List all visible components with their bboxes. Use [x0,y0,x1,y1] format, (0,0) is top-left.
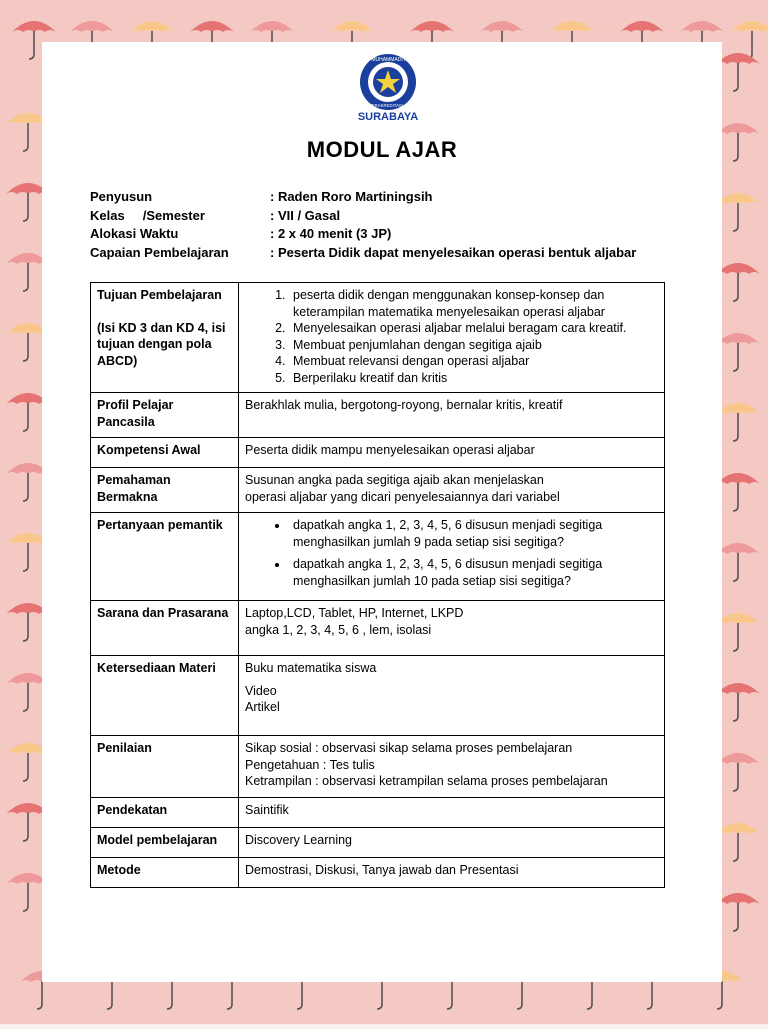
document-meta [90,188,636,262]
module-table [90,282,665,888]
umbrella-icon [716,893,760,931]
tujuan-note: (Isi KD 3 dan KD 4, isi tujuan dengan pola ABCD) [97,320,226,368]
umbrella-icon [716,613,760,651]
page-title: MODUL AJAR [306,137,458,162]
table-row [91,656,665,736]
logo-text: SMP MUHAMMADIYAH 1 [359,57,417,63]
umbrella-icon [716,333,760,371]
row-value [239,468,665,513]
row-label [91,283,239,393]
list-item: 2. Menyelesaikan operasi aljabar melalui beragam cara kreatif. [289,320,658,337]
list-item: 1. peserta didik dengan menggunakan konsep-konsep dan keterampilan matematika menyelesaikan operasi aljabar [289,287,658,320]
list-item: • dapatkah angka 1, 2, 3, 4, 5, 6 disusun menjadi segitiga menghasilkan jumlah 9 pada setiap sisi segitiga? [289,517,658,550]
row-value: Berakhlak mulia, bergotong-royong, bernalar kritis, kreatif [239,393,665,438]
meta-author-row [90,188,636,207]
row-value: Demostrasi, Diskusi, Tanya jawab dan Presentasi [239,858,665,888]
logo-subtext: TERAKREDITASI A [369,103,407,108]
table-row [91,798,665,828]
list-item: 3. Membuat penjumlahan dengan segitiga ajaib [289,337,658,354]
meta-label: Penyusun [90,189,153,204]
umbrella-icon [716,683,760,721]
text-line: Ketrampilan : observasi ketrampilan selama proses pembelajaran [245,774,608,788]
table-row [91,513,665,601]
row-value [239,656,665,736]
row-label: Penilaian [91,736,239,798]
umbrella-icon [716,823,760,861]
text-line: operasi aljabar yang dicari penyelesaiannya dari variabel [245,489,560,504]
meta-value: : Peserta Didik dapat menyelesaikan operasi bentuk aljabar [270,244,637,260]
umbrella-icon [716,53,760,91]
meta-class-row [90,207,636,226]
umbrella-icon [716,403,760,441]
text-line: Susunan angka pada segitiga ajaib akan menjelaskan [245,473,544,487]
table-row [91,438,665,468]
text-line: Pengetahuan : Tes tulis [245,757,375,772]
row-label: Pendekatan [91,798,239,828]
umbrella-icon [716,753,760,791]
table-row [91,393,665,438]
meta-time-row [90,225,636,244]
meta-label: Kelas /Semester [90,207,205,223]
umbrella-icon [716,543,760,581]
umbrella-icon [716,123,760,161]
umbrella-icon [716,473,760,511]
row-label: Pertanyaan pemantik [91,513,239,601]
row-label: Metode [91,858,239,888]
row-label: Sarana dan Prasarana [91,601,239,656]
tujuan-label: Tujuan Pembelajaran [97,288,222,302]
meta-label: Capaian Pembelajaran [90,244,229,260]
row-value [239,601,665,656]
row-value [239,513,665,601]
row-value [239,736,665,798]
row-value [239,283,665,393]
umbrella-icon [716,193,760,231]
text-line: Video [245,683,277,698]
row-label: Profil Pelajar Pancasila [91,393,239,438]
row-label: Pemahaman Bermakna [91,468,239,513]
row-label: Kompetensi Awal [91,438,239,468]
document-page [42,42,722,982]
tujuan-list [245,287,658,386]
text-line: Artikel [245,700,280,714]
row-value: Saintifik [239,798,665,828]
list-item: • dapatkah angka 1, 2, 3, 4, 5, 6 disusun menjadi segitiga menghasilkan jumlah 10 pada setiap sisi segitiga? [289,556,658,589]
text-line: angka 1, 2, 3, 4, 5, 6 , lem, isolasi [245,622,432,637]
text-line: Laptop,LCD, Tablet, HP, Internet, LKPD [245,606,464,620]
table-row [91,468,665,513]
table-row [91,828,665,858]
list-item: 5. Berperilaku kreatif dan kritis [289,370,658,387]
list-item: 4. Membuat relevansi dengan operasi aljabar [289,353,658,370]
row-label: Model pembelajaran [91,828,239,858]
row-value: Peserta didik mampu menyelesaikan operasi aljabar [239,438,665,468]
logo-city: SURABAYA [357,111,419,122]
school-logo [354,52,422,122]
meta-value: : VII / Gasal [270,207,341,223]
text-line: Sikap sosial : observasi sikap selama proses pembelajaran [245,741,573,755]
table-row [91,601,665,656]
pertanyaan-list [245,517,658,589]
text-line: Buku matematika siswa [245,661,377,675]
table-row [91,736,665,798]
table-row [91,283,665,393]
meta-value: : Raden Roro Martiningsih [270,189,433,204]
row-value: Discovery Learning [239,828,665,858]
meta-achievement-row [90,244,636,263]
meta-label: Alokasi Waktu [90,226,179,241]
row-label: Ketersediaan Materi [91,656,239,736]
table-row [91,858,665,888]
umbrella-icon [716,263,760,301]
meta-value: : 2 x 40 menit (3 JP) [270,226,392,241]
